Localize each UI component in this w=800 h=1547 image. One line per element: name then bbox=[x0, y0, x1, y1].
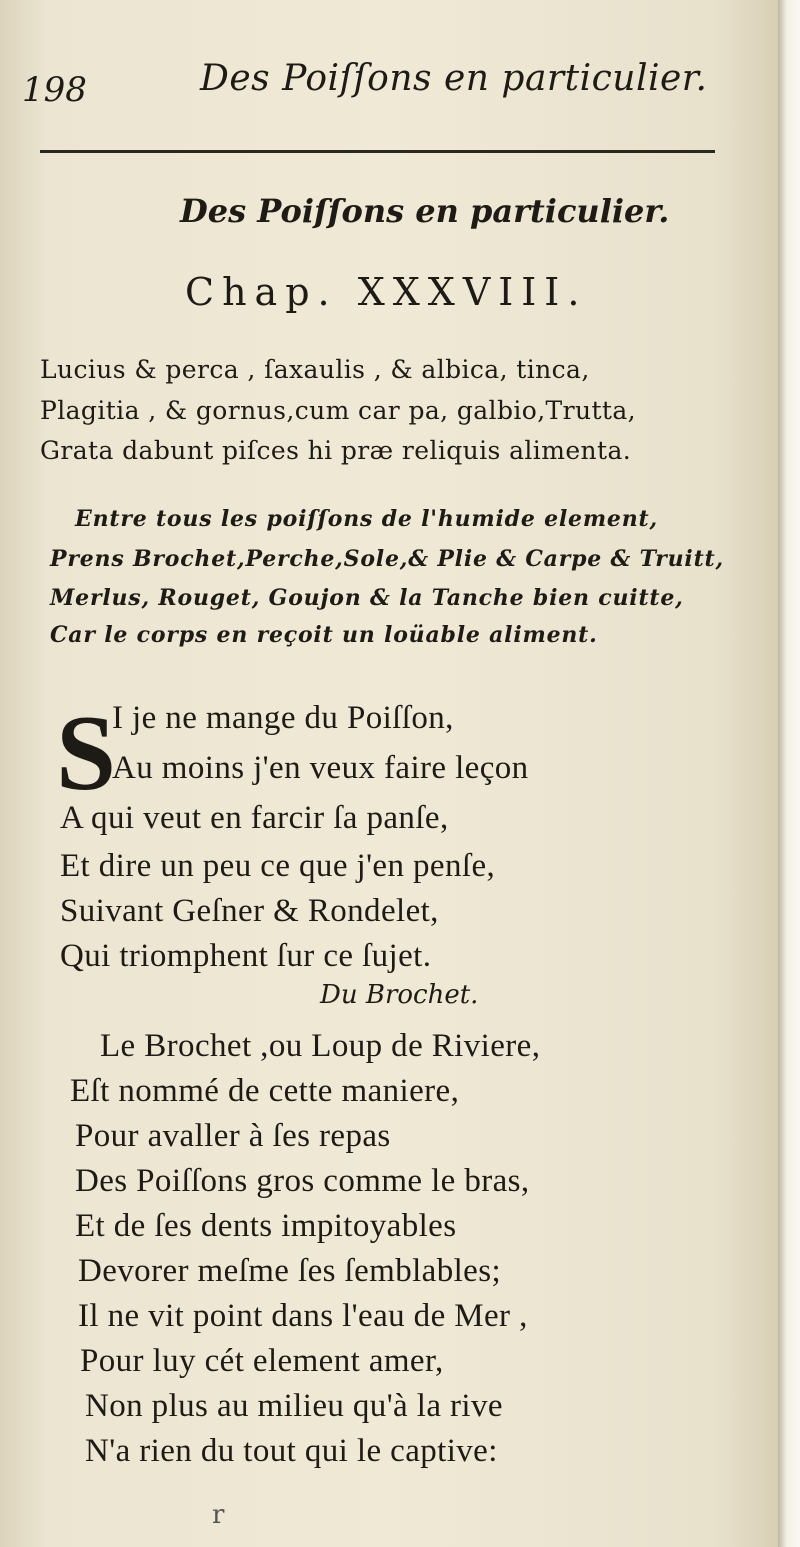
latin-line: Grata dabunt piſces hi præ reliquis alimenta. bbox=[40, 436, 632, 465]
poem-line: Au moins j'en veux faire leçon bbox=[112, 750, 529, 786]
drop-cap: S bbox=[56, 694, 117, 813]
poem-line: Il ne vit point dans l'eau de Mer , bbox=[78, 1298, 528, 1334]
poem-line: Des Poiſſons gros comme le bras, bbox=[75, 1163, 530, 1199]
poem-line: Qui triomphent ſur ce ſujet. bbox=[60, 938, 432, 974]
poem-line: Pour luy cét element amer, bbox=[80, 1343, 444, 1379]
poem-line: I je ne mange du Poiſſon, bbox=[112, 700, 454, 736]
poem-line: Le Brochet ,ou Loup de Riviere, bbox=[100, 1028, 541, 1064]
poem-line: Pour avaller à ſes repas bbox=[75, 1118, 391, 1154]
french-line: Merlus, Rouget, Goujon & la Tanche bien cuitte, bbox=[50, 585, 684, 611]
latin-line: Plagitia , & gornus,cum car pa, galbio,Trutta, bbox=[40, 396, 637, 425]
poem-line: Non plus au milieu qu'à la rive bbox=[85, 1388, 503, 1424]
chapter-number: Chap. XXXVIII. bbox=[185, 270, 588, 314]
french-line: Car le corps en reçoit un loüable aliment. bbox=[50, 622, 598, 648]
poem-line: Et de ſes dents impitoyables bbox=[75, 1208, 457, 1244]
header-rule bbox=[40, 150, 715, 153]
french-line: Prens Brochet,Perche,Sole,& Plie & Carpe & Truitt, bbox=[50, 546, 724, 572]
page-edge bbox=[778, 0, 800, 1547]
poem-line: N'a rien du tout qui le captive: bbox=[85, 1433, 498, 1469]
poem-line: Et dire un peu ce que j'en penſe, bbox=[60, 848, 496, 884]
chapter-title: Des Poiſſons en particulier. bbox=[180, 192, 670, 230]
page-number: 198 bbox=[22, 70, 87, 110]
french-line: Entre tous les poiſſons de l'humide element, bbox=[75, 506, 658, 532]
poem-line: Devorer meſme ſes ſemblables; bbox=[78, 1253, 502, 1289]
poem-line: A qui veut en farcir ſa panſe, bbox=[60, 800, 449, 836]
running-title: Des Poiſſons en particulier. bbox=[200, 58, 708, 99]
poem-line: Eſt nommé de cette maniere, bbox=[70, 1073, 460, 1109]
catchword-mark: r bbox=[212, 1500, 225, 1530]
poem-line: Suivant Geſner & Rondelet, bbox=[60, 893, 439, 929]
subheading: Du Brochet. bbox=[320, 980, 479, 1010]
latin-line: Lucius & perca , ſaxaulis , & albica, tinca, bbox=[40, 355, 590, 384]
